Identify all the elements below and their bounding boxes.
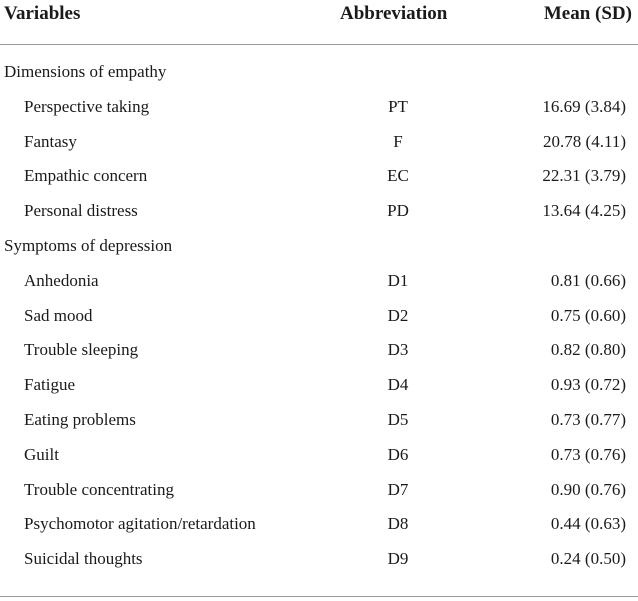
- mean-sd-cell: 13.64 (4.25): [542, 201, 626, 221]
- table-row: [0, 445, 638, 480]
- header-mean-sd: Mean (SD): [543, 3, 632, 24]
- variable-cell: Trouble sleeping: [24, 340, 139, 360]
- table-row: [0, 375, 638, 410]
- variable-cell: Eating problems: [24, 409, 136, 429]
- abbreviation-cell: D5: [387, 409, 409, 429]
- abbreviation-cell: PT: [388, 96, 408, 116]
- table-row: [0, 306, 638, 341]
- bottom-rule: [0, 596, 638, 597]
- table-row: [0, 410, 638, 445]
- table-row: [0, 201, 638, 236]
- mean-sd-cell: 0.90 (0.76): [550, 479, 626, 499]
- table-row: [0, 132, 638, 167]
- mean-sd-cell: 20.78 (4.11): [543, 131, 626, 151]
- abbreviation-cell: D1: [387, 270, 409, 290]
- header-rule: [0, 44, 638, 45]
- abbreviation-cell: D3: [387, 340, 409, 360]
- section-title: Symptoms of depression: [4, 235, 173, 255]
- mean-sd-cell: 0.73 (0.77): [550, 409, 626, 429]
- abbreviation-cell: D7: [387, 479, 409, 499]
- table-row: [0, 271, 638, 306]
- variable-cell: Trouble concentrating: [24, 479, 174, 499]
- abbreviation-cell: D4: [387, 375, 409, 395]
- abbreviation-cell: D9: [387, 549, 409, 569]
- section-header-row: [0, 62, 638, 97]
- abbreviation-cell: F: [393, 131, 403, 151]
- section-title: Dimensions of empathy: [4, 62, 167, 81]
- variable-cell: Guilt: [24, 444, 59, 464]
- abbreviation-cell: PD: [387, 201, 409, 221]
- table-row: [0, 549, 638, 584]
- variable-cell: Suicidal thoughts: [24, 549, 143, 569]
- mean-sd-cell: 22.31 (3.79): [542, 166, 626, 186]
- header-abbreviation: Abbreviation: [340, 3, 448, 24]
- table-row: [0, 340, 638, 375]
- mean-sd-cell: 0.81 (0.66): [550, 270, 626, 290]
- abbreviation-cell: D2: [387, 305, 409, 325]
- variable-cell: Anhedonia: [24, 270, 99, 290]
- table-row: [0, 514, 638, 549]
- mean-sd-cell: 0.73 (0.76): [550, 444, 626, 464]
- table-row: [0, 166, 638, 201]
- variable-cell: Fatigue: [24, 375, 75, 395]
- variable-cell: Personal distress: [24, 201, 138, 221]
- abbreviation-cell: D8: [387, 514, 409, 534]
- variable-cell: Fantasy: [24, 131, 77, 151]
- variable-cell: Empathic concern: [24, 166, 148, 186]
- mean-sd-cell: 0.44 (0.63): [550, 514, 626, 534]
- table-header: [0, 0, 638, 40]
- header-variables: Variables: [4, 3, 81, 24]
- variable-cell: Perspective taking: [24, 96, 150, 116]
- table-row: [0, 97, 638, 132]
- table-row: [0, 480, 638, 515]
- section-header-row: [0, 236, 638, 271]
- table-body: [0, 62, 638, 584]
- mean-sd-cell: 16.69 (3.84): [542, 96, 626, 116]
- mean-sd-cell: 0.75 (0.60): [550, 305, 626, 325]
- variable-cell: Sad mood: [24, 305, 93, 325]
- abbreviation-cell: EC: [387, 166, 409, 186]
- mean-sd-cell: 0.24 (0.50): [550, 549, 626, 569]
- variable-cell: Psychomotor agitation/retardation: [24, 514, 256, 534]
- abbreviation-cell: D6: [387, 444, 409, 464]
- mean-sd-cell: 0.82 (0.80): [550, 340, 626, 360]
- mean-sd-cell: 0.93 (0.72): [550, 375, 626, 395]
